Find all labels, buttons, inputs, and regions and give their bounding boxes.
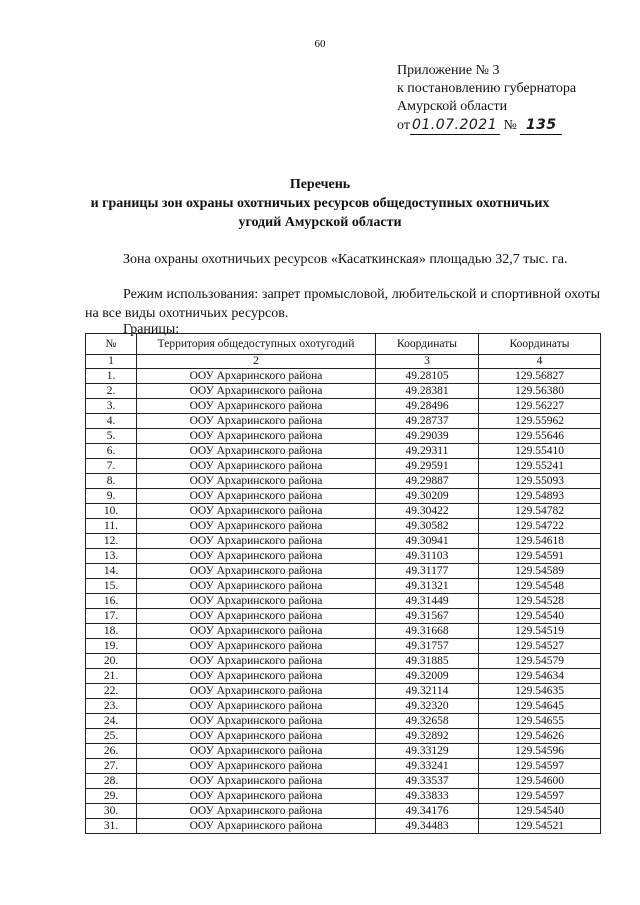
coordinate-y-cell: 129.54597 xyxy=(479,789,601,804)
document-title xyxy=(0,175,640,232)
coordinate-x-cell: 49.34176 xyxy=(376,804,479,819)
table-row xyxy=(86,399,601,414)
row-number-cell: 3. xyxy=(86,399,137,414)
coordinate-x-cell: 49.31668 xyxy=(376,624,479,639)
coordinate-y-cell: 129.54893 xyxy=(479,489,601,504)
header-territory: Территория общедоступных охотугодий xyxy=(137,334,376,355)
table-row xyxy=(86,549,601,564)
header-no: № xyxy=(86,334,137,355)
row-number-cell: 31. xyxy=(86,819,137,834)
coordinate-x-cell: 49.28737 xyxy=(376,414,479,429)
coordinate-y-cell: 129.54527 xyxy=(479,639,601,654)
table-header-row xyxy=(86,334,601,355)
table-row xyxy=(86,429,601,444)
coordinate-x-cell: 49.32009 xyxy=(376,669,479,684)
header-coord-1: Координаты xyxy=(376,334,479,355)
regime-paragraph: Режим использования: запрет промысловой, любительской и спортивной охоты на все виды охотничьих ресурсов. xyxy=(85,287,600,321)
coordinate-x-cell: 49.33833 xyxy=(376,789,479,804)
coordinate-y-cell: 129.54519 xyxy=(479,624,601,639)
row-number-cell: 24. xyxy=(86,714,137,729)
territory-cell: ООУ Архаринского района xyxy=(137,519,376,534)
coordinate-x-cell: 49.30941 xyxy=(376,534,479,549)
appendix-line-2: к постановлению губернатора xyxy=(397,81,577,96)
coordinate-x-cell: 49.33537 xyxy=(376,774,479,789)
coordinate-y-cell: 129.54540 xyxy=(479,804,601,819)
coordinate-y-cell: 129.54600 xyxy=(479,774,601,789)
coordinate-y-cell: 129.54528 xyxy=(479,594,601,609)
territory-cell: ООУ Архаринского района xyxy=(137,444,376,459)
column-index: 3 xyxy=(376,355,479,369)
coordinate-y-cell: 129.54521 xyxy=(479,819,601,834)
coordinate-y-cell: 129.56227 xyxy=(479,399,601,414)
territory-cell: ООУ Архаринского района xyxy=(137,489,376,504)
coordinate-x-cell: 49.32320 xyxy=(376,699,479,714)
coordinate-x-cell: 49.31321 xyxy=(376,579,479,594)
row-number-cell: 5. xyxy=(86,429,137,444)
coordinate-x-cell: 49.29039 xyxy=(376,429,479,444)
coordinate-x-cell: 49.28381 xyxy=(376,384,479,399)
table-row xyxy=(86,654,601,669)
coordinate-x-cell: 49.28496 xyxy=(376,399,479,414)
coordinate-x-cell: 49.31567 xyxy=(376,609,479,624)
zone-paragraph: Зона охраны охотничьих ресурсов «Касаткинская» площадью 32,7 тыс. га. xyxy=(123,252,568,267)
table-row xyxy=(86,534,601,549)
row-number-cell: 20. xyxy=(86,654,137,669)
coordinate-x-cell: 49.30582 xyxy=(376,519,479,534)
row-number-cell: 19. xyxy=(86,639,137,654)
row-number-cell: 2. xyxy=(86,384,137,399)
territory-cell: ООУ Архаринского района xyxy=(137,534,376,549)
date-prefix: от xyxy=(397,118,410,133)
table-row xyxy=(86,789,601,804)
territory-cell: ООУ Архаринского района xyxy=(137,474,376,489)
column-index-row xyxy=(86,355,601,369)
table-row xyxy=(86,624,601,639)
territory-cell: ООУ Архаринского района xyxy=(137,579,376,594)
row-number-cell: 27. xyxy=(86,759,137,774)
row-number-cell: 29. xyxy=(86,789,137,804)
coordinate-y-cell: 129.54597 xyxy=(479,759,601,774)
coordinate-x-cell: 49.34483 xyxy=(376,819,479,834)
row-number-cell: 16. xyxy=(86,594,137,609)
coordinate-y-cell: 129.54596 xyxy=(479,744,601,759)
table-row xyxy=(86,459,601,474)
row-number-cell: 17. xyxy=(86,609,137,624)
territory-cell: ООУ Архаринского района xyxy=(137,429,376,444)
row-number-cell: 22. xyxy=(86,684,137,699)
coordinate-x-cell: 49.29591 xyxy=(376,459,479,474)
territory-cell: ООУ Архаринского района xyxy=(137,639,376,654)
column-index: 1 xyxy=(86,355,137,369)
appendix-date-line xyxy=(397,116,576,135)
table-row xyxy=(86,759,601,774)
row-number-cell: 26. xyxy=(86,744,137,759)
coordinate-x-cell: 49.29311 xyxy=(376,444,479,459)
coordinate-x-cell: 49.31449 xyxy=(376,594,479,609)
coordinate-y-cell: 129.54635 xyxy=(479,684,601,699)
coordinate-x-cell: 49.31177 xyxy=(376,564,479,579)
coordinate-y-cell: 129.54618 xyxy=(479,534,601,549)
coordinate-y-cell: 129.56827 xyxy=(479,369,601,384)
table-row xyxy=(86,639,601,654)
row-number-cell: 8. xyxy=(86,474,137,489)
page-number: 60 xyxy=(314,38,326,50)
table-row xyxy=(86,669,601,684)
coordinate-y-cell: 129.54645 xyxy=(479,699,601,714)
coordinate-x-cell: 49.30209 xyxy=(376,489,479,504)
row-number-cell: 11. xyxy=(86,519,137,534)
coordinate-x-cell: 49.32892 xyxy=(376,729,479,744)
territory-cell: ООУ Архаринского района xyxy=(137,669,376,684)
table-row xyxy=(86,774,601,789)
table-row xyxy=(86,414,601,429)
coordinate-y-cell: 129.55410 xyxy=(479,444,601,459)
territory-cell: ООУ Архаринского района xyxy=(137,804,376,819)
coordinate-x-cell: 49.32658 xyxy=(376,714,479,729)
coordinate-x-cell: 49.31103 xyxy=(376,549,479,564)
appendix-line-3: Амурской области xyxy=(397,99,508,114)
territory-cell: ООУ Архаринского района xyxy=(137,609,376,624)
coordinate-y-cell: 129.56380 xyxy=(479,384,601,399)
row-number-cell: 4. xyxy=(86,414,137,429)
row-number-cell: 10. xyxy=(86,504,137,519)
territory-cell: ООУ Архаринского района xyxy=(137,549,376,564)
table-row xyxy=(86,489,601,504)
table-row xyxy=(86,609,601,624)
table-body xyxy=(86,355,601,834)
row-number-cell: 1. xyxy=(86,369,137,384)
territory-cell: ООУ Архаринского района xyxy=(137,759,376,774)
coordinate-x-cell: 49.31885 xyxy=(376,654,479,669)
row-number-cell: 28. xyxy=(86,774,137,789)
coordinate-y-cell: 129.55962 xyxy=(479,414,601,429)
table-row xyxy=(86,579,601,594)
territory-cell: ООУ Архаринского района xyxy=(137,714,376,729)
territory-cell: ООУ Архаринского района xyxy=(137,774,376,789)
handwritten-date: 01.07.2021 xyxy=(410,116,500,135)
territory-cell: ООУ Архаринского района xyxy=(137,384,376,399)
coordinate-x-cell: 49.30422 xyxy=(376,504,479,519)
territory-cell: ООУ Архаринского района xyxy=(137,399,376,414)
territory-cell: ООУ Архаринского района xyxy=(137,744,376,759)
handwritten-number: 135 xyxy=(520,116,562,135)
column-index: 2 xyxy=(137,355,376,369)
appendix-line-1: Приложение № 3 xyxy=(397,63,500,78)
table-row xyxy=(86,819,601,834)
territory-cell: ООУ Архаринского района xyxy=(137,369,376,384)
territory-cell: ООУ Архаринского района xyxy=(137,459,376,474)
row-number-cell: 21. xyxy=(86,669,137,684)
table-row xyxy=(86,804,601,819)
coordinate-y-cell: 129.54782 xyxy=(479,504,601,519)
row-number-cell: 25. xyxy=(86,729,137,744)
territory-cell: ООУ Архаринского района xyxy=(137,504,376,519)
row-number-cell: 9. xyxy=(86,489,137,504)
coordinate-x-cell: 49.33241 xyxy=(376,759,479,774)
coordinate-y-cell: 129.54634 xyxy=(479,669,601,684)
row-number-cell: 18. xyxy=(86,624,137,639)
coordinate-y-cell: 129.54579 xyxy=(479,654,601,669)
table-header xyxy=(86,334,601,355)
title-line-2: и границы зон охраны охотничьих ресурсов общедоступных охотничьих xyxy=(90,196,550,211)
coordinate-y-cell: 129.55646 xyxy=(479,429,601,444)
title-line-3: угодий Амурской области xyxy=(238,215,402,230)
table-row xyxy=(86,729,601,744)
territory-cell: ООУ Архаринского района xyxy=(137,699,376,714)
table-row xyxy=(86,384,601,399)
appendix-header xyxy=(397,62,576,135)
coordinate-y-cell: 129.54626 xyxy=(479,729,601,744)
coordinate-y-cell: 129.54722 xyxy=(479,519,601,534)
coordinate-x-cell: 49.28105 xyxy=(376,369,479,384)
table-row xyxy=(86,714,601,729)
coordinate-y-cell: 129.54540 xyxy=(479,609,601,624)
coordinate-y-cell: 129.55241 xyxy=(479,459,601,474)
table-row xyxy=(86,744,601,759)
row-number-cell: 6. xyxy=(86,444,137,459)
table-row xyxy=(86,594,601,609)
coordinate-y-cell: 129.54548 xyxy=(479,579,601,594)
table-row xyxy=(86,684,601,699)
coordinate-x-cell: 49.32114 xyxy=(376,684,479,699)
coordinate-y-cell: 129.55093 xyxy=(479,474,601,489)
territory-cell: ООУ Архаринского района xyxy=(137,789,376,804)
territory-cell: ООУ Архаринского района xyxy=(137,564,376,579)
coordinate-y-cell: 129.54591 xyxy=(479,549,601,564)
coordinate-x-cell: 49.31757 xyxy=(376,639,479,654)
borders-table xyxy=(85,333,601,834)
row-number-cell: 7. xyxy=(86,459,137,474)
borders-label: Границы: xyxy=(123,322,180,337)
territory-cell: ООУ Архаринского района xyxy=(137,414,376,429)
territory-cell: ООУ Архаринского района xyxy=(137,684,376,699)
row-number-cell: 12. xyxy=(86,534,137,549)
territory-cell: ООУ Архаринского района xyxy=(137,624,376,639)
table-row xyxy=(86,564,601,579)
territory-cell: ООУ Архаринского района xyxy=(137,594,376,609)
territory-cell: ООУ Архаринского района xyxy=(137,654,376,669)
table-row xyxy=(86,699,601,714)
row-number-cell: 30. xyxy=(86,804,137,819)
column-index: 4 xyxy=(479,355,601,369)
title-line-1: Перечень xyxy=(289,177,351,192)
territory-cell: ООУ Архаринского района xyxy=(137,819,376,834)
row-number-cell: 23. xyxy=(86,699,137,714)
coordinate-x-cell: 49.33129 xyxy=(376,744,479,759)
territory-cell: ООУ Архаринского района xyxy=(137,729,376,744)
row-number-cell: 15. xyxy=(86,579,137,594)
table-row xyxy=(86,369,601,384)
coordinate-x-cell: 49.29887 xyxy=(376,474,479,489)
header-coord-2: Координаты xyxy=(479,334,601,355)
table-row xyxy=(86,444,601,459)
table-row xyxy=(86,474,601,489)
coordinate-y-cell: 129.54655 xyxy=(479,714,601,729)
row-number-cell: 13. xyxy=(86,549,137,564)
table-row xyxy=(86,519,601,534)
coordinate-y-cell: 129.54589 xyxy=(479,564,601,579)
number-label: № xyxy=(503,118,517,133)
row-number-cell: 14. xyxy=(86,564,137,579)
table-row xyxy=(86,504,601,519)
